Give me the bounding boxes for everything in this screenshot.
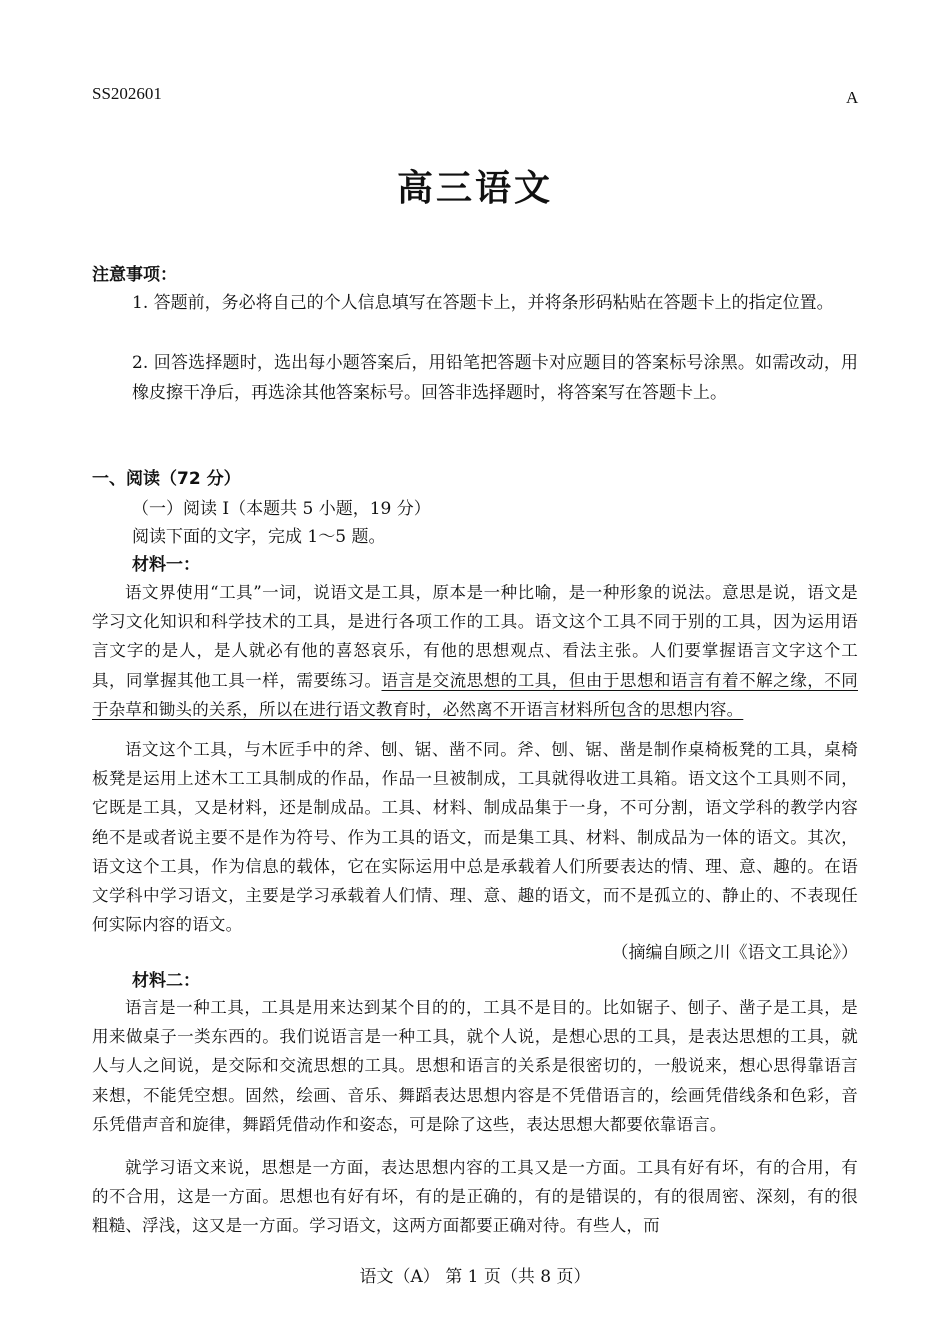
notice-item-2: 2. 回答选择题时，选出每小题答案后，用铅笔把答题卡对应题目的答案标号涂黑。如需改动，用橡皮擦干净后，再选涂其他答案标号。回答非选择题时，将答案写在答题卡上。 <box>132 353 858 403</box>
material2-heading: 材料二： <box>132 971 200 991</box>
material2-paragraph-2: 就学习语文来说，思想是一方面，表达思想内容的工具又是一方面。工具有好有坏，有的合用，有的不合用，这是一方面。思想也有好有坏，有的是正确的，有的是错误的，有的很周密、深刻，有的很粗糙、浮浅，这又是一方面。学习语文，这两方面都要正确对待。有些人，而 <box>92 1158 858 1236</box>
section-heading: 一、阅读（72 分） <box>92 469 241 489</box>
page-title: 高三语文 <box>396 168 553 209</box>
subsection-heading: （一）阅读 I（本题共 5 小题，19 分） <box>132 499 431 519</box>
exam-code: SS202601 <box>92 84 162 103</box>
material1-p1-text: 语文界使用“工具”一词，说语文是工具，原本是一种比喻，是一种形象的说法。意思是说，语文是学习文化知识和科学技术的工具，是进行各项工作的工具。语文这个工具不同于别的工具，因为运用语言文字的是人，是人就必有他的喜怒哀乐，有他的思想观点、看法主张。人们要掌握语言文字这个工具，同掌握其他工具一样，需要练习。 <box>92 583 858 690</box>
material1-heading: 材料一： <box>132 555 200 575</box>
page-footer: 语文（A） 第 1 页（共 8 页） <box>359 1267 591 1287</box>
instruction-text: 阅读下面的文字，完成 1～5 题。 <box>132 527 386 547</box>
material1-paragraph-2: 语文这个工具，与木匠手中的斧、刨、锯、凿不同。斧、刨、锯、凿是制作桌椅板凳的工具，桌椅板凳是运用上述木工工具制成的作品，作品一旦被制成，工具就得收进工具箱。语文这个工具则不同，它既是工具，又是材料，还是制成品。工具、材料、制成品集于一身，不可分割，语文学科的教学内容绝不是或者说主要不是作为符号、作为工具的语文，而是集工具、材料、制成品为一体的语文。其次，语文这个工具，作为信息的载体，它在实际运用中总是承载着人们所要表达的情、理、意、趣的。在语文学科中学习语文，主要是学习承载着人们情、理、意、趣的语文，而不是孤立的、静止的、不表现任何实际内容的语文。 <box>92 740 858 935</box>
material1-paragraph-1 <box>92 578 858 724</box>
notice-heading: 注意事项： <box>92 265 177 285</box>
notice-item-1: 1. 答题前，务必将自己的个人信息填写在答题卡上，并将条形码粘贴在答题卡上的指定位置。 <box>132 293 834 313</box>
material1-underlined-sentence: 语言是交流思想的工具，但由于思想和语言有着不解之缘，不同于杂草和锄头的关系，所以在进行语文教育时，必然离不开语言材料所包含的思想内容。 <box>92 670 858 719</box>
paper-version: A <box>846 88 859 107</box>
material1-citation: （摘编自顾之川《语文工具论》） <box>611 943 858 963</box>
material2-paragraph-1: 语言是一种工具，工具是用来达到某个目的的，工具不是目的。比如锯子、刨子、凿子是工具，是用来做桌子一类东西的。我们说语言是一种工具，就个人说，是想心思的工具，是表达思想的工具，就人与人之间说，是交际和交流思想的工具。思想和语言的关系是很密切的，一般说来，想心思得靠语言来想，不能凭空想。固然，绘画、音乐、舞蹈表达思想内容是不凭借语言的，绘画凭借线条和色彩，音乐凭借声音和旋律，舞蹈凭借动作和姿态，可是除了这些，表达思想大都要依靠语言。 <box>92 998 858 1134</box>
